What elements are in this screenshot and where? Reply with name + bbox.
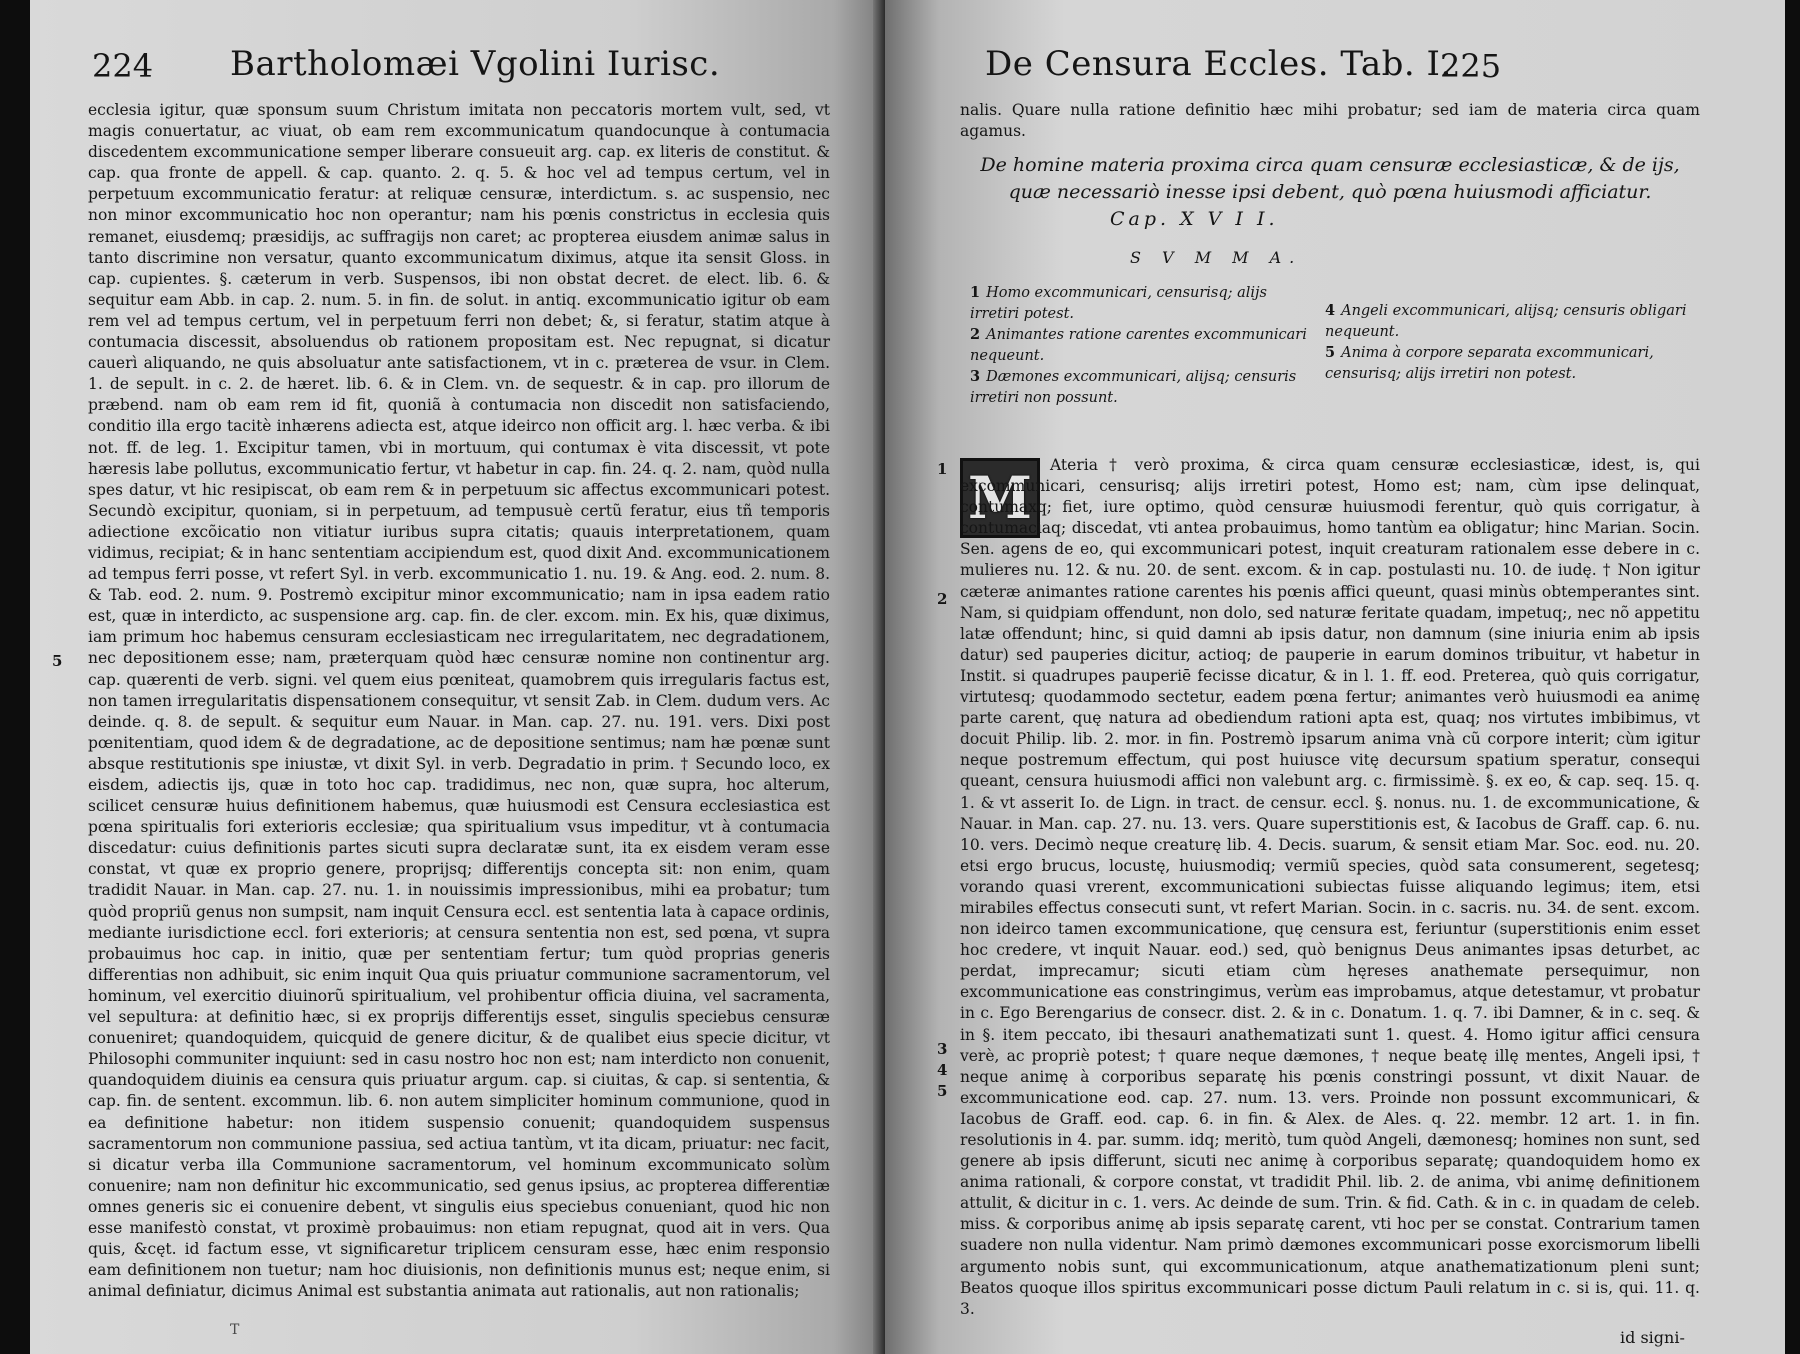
summa-item-text: Anima à corpore separata excommunicari, censurisq; alijs irretiri non potest. <box>1325 345 1654 382</box>
page-number-right: 225 <box>1440 47 1502 85</box>
running-head-left: Bartholomæi Vgolini Iurisc. <box>230 44 721 84</box>
catchword: id signi- <box>1620 1328 1685 1347</box>
left-body-text <box>88 100 830 1302</box>
signature-mark: T <box>230 1322 240 1338</box>
right-paragraph: Ateria † verò proxima, & circa quam censuræ ecclesiasticæ, idest, is, qui excommunicari, censurisq; alijs irretiri potest, Homo est; nam, cùm ipse delinquat, contumaxq; fiet, iure optimo, quòd censuræ huiusmodi ferentur, quò quis corrigatur, à contumaciaq; discedat, vti antea probauimus, homo tantùm ea obligatur; hinc Marian. Socin. Sen. agens de eo, qui excommunicari potest, inquit creaturam rationalem esse debere in c. mulieres nu. 12. & nu. 20. de sent. excom. & in cap. postulasti nu. 10. de iudę. † Non igitur cæteræ animantes ratione carentes his pœnis affici queunt, quasi minùs obtemperantes sint. Nam, si quidpiam offendunt, non dolo, sed naturæ feritate quadam, impetuq;, nec nõ appetitu latæ offendunt; hinc, si quid damni ab ipsis datur, non damnum (sine iniuria enim ab ipsis datur) sed pauperies dicitur, actioq; de pauperie in earum dominos tribuitur, vt habetur in Instit. si quadrupes pauperiē fecisse dicatur, & in l. 1. ff. eod. Preterea, quò quis corrigatur, virtutesq; quodammodo sectetur, eadem pœna fertur; animantes verò huiusmodi ea animę parte carent, quę natura ad obediendum rationi apta est, quaq; nos virtutes imbibimus, vt docuit Philip. lib. 2. mor. in fin. Postremò ipsarum anima vnà cũ corpore interit; cùm igitur neque postremum effectum, qui post huiusce vitę decursum spatium speratur, consequi queant, censura huiusmodi affici non valebunt arg. c. firmissimè. §. ex eo, & cap. seq. 15. q. 1. & vt asserit Io. de Lign. in tract. de censur. eccl. §. nonus. nu. 1. de excommunicatione, & Nauar. in Man. cap. 27. nu. 13. vers. Quare superstitionis est, & Iacobus de Graff. cap. 6. nu. 10. vers. Decimò neque creaturę lib. 4. Decis. suarum, & sensit etiam Mar. Soc. eod. nu. 20. etsi ergo brucus, locustę, huiusmodiq; vermiũ species, quòd sata consumerent, segetesq; vorando quasi vrerent, excommunicationi subiectas fuisse aliquando legimus; item, etsi mirabiles effectus consecuti sunt, vt refert Marian. Socin. in c. sacris. nu. 34. de sent. excom. non ideirco tamen excommunicatione, quę censura est, feriuntur (superstitionis enim esset hoc credere, vt inquit Nauar. eod.) sed, quò benignus Deus animantes ipsas deturbet, ac perdat, imprecamur; sicuti etiam cùm hęreses anathemate persequimur, non excommunicatione eas constringimus, verùm eas improbamus, atque detestamur, vt probatur in c. Ego Berengarius de consecr. dist. 2. & in c. Donatum. 1. q. 7. ibi Damner, & in c. seq. & in §. item peccato, ibi thesauri anathematizati sunt 1. quest. 4. Homo igitur affici censura verè, ac propriè potest; † quare neque dæmones, † neque beatę illę mentes, Angeli ipsi, † neque animę à corporibus separatę his pœnis constringi possunt, vt dixit Nauar. de excommunicatione eod. cap. 27. num. 13. vers. Proinde non possunt excommunicari, & Iacobus de Graff. eod. cap. 6. in fin. & Alex. de Ales. q. 22. membr. 12 art. 1. in fin. resolutionis in 4. par. summ. idq; meritò, tum quòd Angeli, dæmonesq; homines non sunt, sed genere ab ipsis differunt, sicuti nec animę à corporibus separatę; quandoquidem homo ex anima rationali, & corpore constat, vt tradidit Phil. lib. 2. de anima, vbi animę definitionem attulit, & dicitur in c. 1. vers. Ac deinde de sum. Trin. & fid. Cath. & in c. in quadam de celeb. miss. & corporibus animę ab ipsis separatę carent, vti hoc per se constat. Contrarium tamen suadere non nulla videntur. Nam primò dæmones excommunicari posse exorcismorum libelli argumento nobis sunt, qui excommunicationum, atque anathematizationum pleni sunt; Beatos quoque illos spiritus excommunicari posse dictum Pauli relatum in c. si is, qui. 11. q. 3. <box>960 456 1700 1318</box>
summa-item <box>970 366 1310 409</box>
chapter-heading: De homine materia proxima circa quam censuræ ecclesiasticæ, & de ijs, quæ necessariò inesse ipsi debent, quò pœna huiusmodi afficiatur. <box>980 154 1680 203</box>
left-paragraph: ecclesia igitur, quæ sponsum suum Christum imitata non peccatoris mortem vult, sed, vt magis conuertatur, ac viuat, ob eam rem excommunicatum quandocunque à contumacia discedentem excommunicatione semper liberare consueuit arg. cap. ex literis de constitut. & cap. qua fronte de appell. & cap. quanto. 2. q. 5. & hoc vel ad tempus certum, vel in perpetuum excommunicatio feratur: at reliquæ censuræ, interdictum. s. ac suspensio, nec non minor excommunicatio hoc non operantur; nam his pœnis constrictus in ecclesia quis remanet, eiusdemq; præsidijs, ac suffragijs non caret; ac propterea eiusdem animæ salus in tanto discrimine non versatur, quanto excommunicatum diximus, atque ita sensit Gloss. in cap. cupientes. §. cæterum in verb. Suspensos, ibi non obstat decret. de elect. lib. 6. & sequitur eam Abb. in cap. 2. num. 5. in fin. de solut. in antiq. excommunicatio igitur ob eam rem vel ad tempus certum, vel in perpetuum ferri non debet; &, si feratur, statim atque à contumacia discessit, absoluendus ob rationem propositam est. Nec repugnat, si dicatur cauerì aliquando, ne quis absoluatur ante satisfactionem, vt in c. præterea de vsur. in Clem. 1. de sepult. in c. 2. de hæret. lib. 6. & in Clem. vn. de sequestr. & in cap. pro illorum de præbend. nam ob eam rem id fit, quoniã à contumacia non discedit non satisfaciendo, conditio illa ergo tacitè inhærens adiecta est, atque ideirco non officit arg. l. hæc verba. & ibi not. ff. de leg. 1. Excipitur tamen, vbi in mortuum, qui contumax è vita discessit, vt pote hæresis labe pollutus, excommunicatio fertur, vt habetur in cap. fin. 24. q. 2. nam, quòd nulla spes datur, vt hic resipiscat, ob eam rem & in perpetuum sic affectus excommunicari potest. Secundò excipitur, quoniam, si in perpetuum, ad tempusuè certũ feratur, eius tñ temporis adiectione excõicatio non vitiatur iuribus supra citatis; quauis interpretationem, quam vidimus, recipiat; & in hanc sententiam accipiendum est, quod dixit And. excommunicationem ad tempus ferri posse, vt refert Syl. in verb. excommunicatio 1. nu. 19. & Ang. eod. 2. num. 8. & Tab. eod. 2. num. 9. Postremò excipitur minor excommunicatio; nam in ipsa eadem ratio est, quæ in interdicto, ac suspensione arg. cap. fin. de cler. excom. min. Ex his, quæ diximus, iam primum hoc habemus censuram ecclesiasticam nec irregularitatem, nec degradationem, nec depositionem esse; nam, præterquam quòd hæc censuræ nomine non continentur arg. cap. quærenti de verb. signi. vel quem eius pœniteat, quamobrem quis irregularis factus est, non tamen irregularitatis dispensationem consequitur, vt sensit Zab. in Clem. dudum vers. Ac deinde. q. 8. de sepult. & sequitur eum Nauar. in Man. cap. 27. nu. 191. vers. Dixi post pœnitentiam, quod idem & de degradatione, ac de depositione sentimus; nam hæ pœnæ sunt absque restitutionis spe iniustæ, vt dixit Syl. in verb. Degradatio in prim. † Secundo loco, ex eisdem, adiectis ijs, quæ in toto hoc cap. tradidimus, nec non, quæ supra, hoc alterum, scilicet censuræ huius definitionem habemus, quæ huiusmodi est Censura ecclesiastica est pœna spiritualis fori exterioris ecclesiæ; qua spiritualium vsus impeditur, vt à contumacia discedatur: cuius definitionis partes sicuti supra declaratæ sunt, ita ex eisdem veram esse constat, vt quæ ex proprio genere, proprijsq; differentijs concepta sit: non enim, quam tradidit Nauar. in Man. cap. 27. nu. 1. in nouissimis impressionibus, mihi ea probatur; tum quòd propriũ genus non sumpsit, nam inquit Censura eccl. est sententia lata à capace ordinis, mediante iurisdictione eccl. fori exterioris; at censura sententia non est, sed pœna, vt supra probauimus hoc cap. in initio, quæ per sententiam fertur; tum quòd proprias generis differentias non adhibuit, sic enim inquit Qua quis priuatur communione sacramentorum, vel hominum, vel exercitio diuinorũ spiritualium, vel prohibentur officia diuina, vel sacramenta, vel sepultura: at definitio hæc, si ex proprijs differentijs esset, singulis speciebus censuræ conueniret; quandoquidem, quicquid de genere dicitur, & de qualibet eius specie dicitur, vt Philosophi communiter inquiunt: sed in casu nostro hoc non est; nam interdicto non conuenit, quandoquidem diuinis ea censura quis priuatur argum. cap. si ciuitas, & cap. si sententia, & cap. fin. de sentent. excommun. lib. 6. non autem simpliciter hominum communione, quod in ea definitione habetur: non itidem suspensio conuenit; quandoquidem suspensus sacramentorum non communione passiua, sed actiua tantùm, vt ita dicam, priuatur: nec facit, si dicatur verba illa Communione sacramentorum, vel hominum excommunicato solùm conuenire; nam non definitur hic excommunicatio, sed genus ipsius, ac propterea differentiæ omnes generis sic ei conuenire debent, vt singulis eius speciebus conueniant, quod hic non esse manifestò constat, vt proximè probauimus: non etiam repugnat, quod ait in vers. Qua quis, &cęt. id factum esse, vt significaretur triplicem censuram esse, hæc enim responsio eam definitionem non tuetur; nam hoc diuisionis, non definitionis munus est; neque enim, si animal definiatur, dicimus Animal est substantia animata aut rationalis, aut non rationalis; <box>88 101 830 1301</box>
summa-item-number: 1 <box>970 284 981 301</box>
summa-item-text: Dæmones excommunicari, alijsq; censuris irretiri non possunt. <box>970 369 1297 406</box>
summa-item <box>1325 300 1695 343</box>
summa-item <box>1325 342 1695 385</box>
margin-number: 5 <box>937 1082 948 1100</box>
margin-number: 3 <box>937 1040 948 1058</box>
summa-item <box>970 282 1310 325</box>
margin-number: 5 <box>52 652 63 670</box>
summa-item-number: 5 <box>1325 344 1336 361</box>
summa-item-number: 2 <box>970 326 981 343</box>
summa-item-text: Animantes ratione carentes excommunicari nequeunt. <box>970 327 1307 364</box>
summa-item-number: 4 <box>1325 302 1336 319</box>
intro-text: nalis. Quare nulla ratione definitio hæc mihi probatur; sed iam de materia circa quam agamus. <box>960 101 1700 141</box>
left-page <box>30 0 885 1354</box>
summa-label: S V M M A. <box>1130 248 1303 267</box>
right-page <box>885 0 1785 1354</box>
chapter-label: Cap. X V I I. <box>1110 208 1279 230</box>
margin-number: 4 <box>937 1061 948 1079</box>
running-head-right: De Censura Eccles. Tab. I. <box>985 44 1452 84</box>
summa-item-text: Angeli excommunicari, alijsq; censuris obligari nequeunt. <box>1325 303 1687 340</box>
margin-number: 2 <box>937 590 948 608</box>
drop-capital-letter: M <box>967 464 1033 532</box>
summa-item-text: Homo excommunicari, censurisq; alijs irretiri potest. <box>970 285 1267 322</box>
margin-number: 1 <box>937 460 948 478</box>
summa-item <box>970 324 1310 367</box>
right-body-text <box>960 455 1700 1320</box>
summa-item-number: 3 <box>970 368 981 385</box>
page-number-left: 224 <box>92 47 154 85</box>
